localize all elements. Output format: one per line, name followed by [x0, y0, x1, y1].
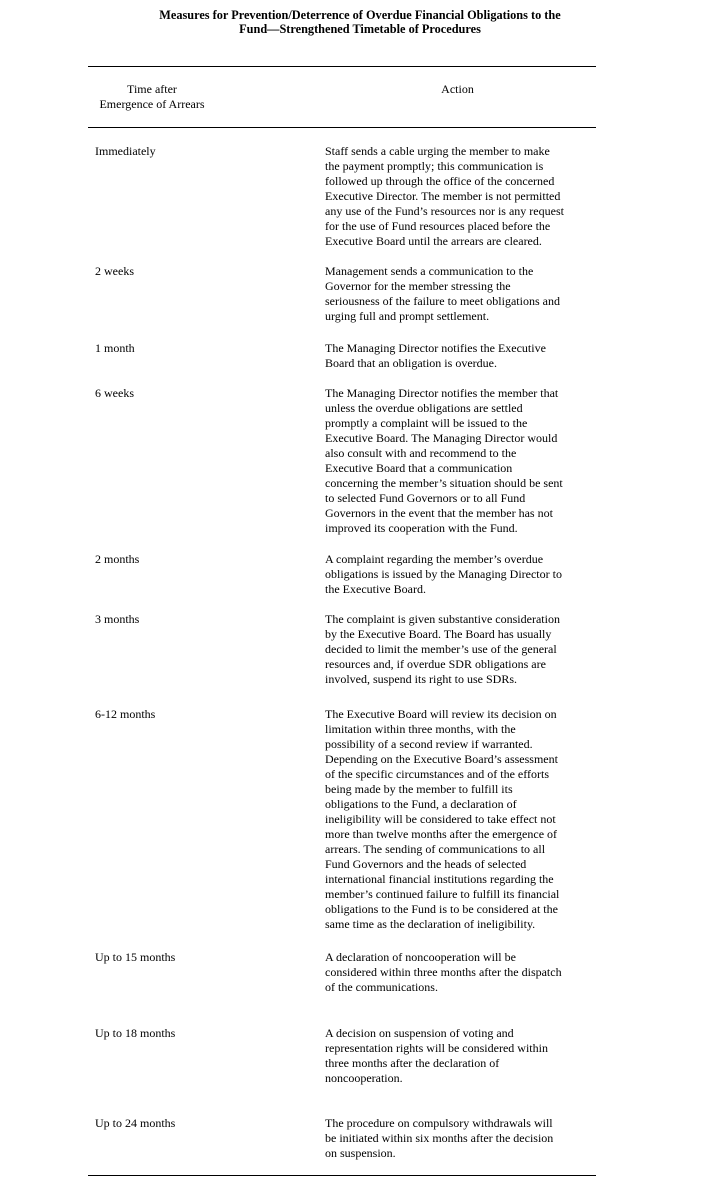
- row-action-line: Management sends a communication to the: [325, 264, 534, 278]
- row-time: 2 months: [95, 552, 140, 566]
- row-action: [325, 264, 595, 324]
- row-action-line: the Executive Board.: [325, 582, 426, 596]
- row-time: 6-12 months: [95, 707, 156, 721]
- row-action-line: The procedure on compulsory withdrawals will: [325, 1116, 553, 1130]
- table-title-line-1: Measures for Prevention/Deterrence of Overdue Financial Obligations to the: [159, 8, 561, 22]
- row-action-line: A declaration of noncooperation will be: [325, 950, 516, 964]
- table-title-line-2: Fund—Strengthened Timetable of Procedures: [239, 22, 481, 36]
- row-action-line: same time as the declaration of ineligibility.: [325, 917, 536, 931]
- row-action-line: to selected Fund Governors or to all Fund: [325, 491, 526, 505]
- row-action-line: Staff sends a cable urging the member to make: [325, 144, 550, 158]
- row-action-line: limitation within three months, with the: [325, 722, 516, 736]
- row-action-line: arrears. The sending of communications to all: [325, 842, 546, 856]
- row-action-line: three months after the declaration of: [325, 1056, 500, 1070]
- table-title: [60, 8, 660, 36]
- column-header-time: [92, 82, 212, 112]
- row-action-line: of the specific circumstances and of the efforts: [325, 767, 550, 781]
- row-time: Immediately: [95, 144, 156, 158]
- row-action-line: of the communications.: [325, 980, 438, 994]
- row-action-line: Executive Board until the arrears are cleared.: [325, 234, 542, 248]
- row-action-line: obligations to the Fund is to be considered at the: [325, 902, 558, 916]
- row-action-line: by the Executive Board. The Board has usually: [325, 627, 552, 641]
- row-time: Up to 24 months: [95, 1116, 176, 1130]
- row-action-line: on suspension.: [325, 1146, 396, 1160]
- row-action-line: Depending on the Executive Board’s assessment: [325, 752, 558, 766]
- row-action-line: obligations to the Fund, a declaration of: [325, 797, 517, 811]
- row-time: Up to 18 months: [95, 1026, 176, 1040]
- row-action-line: The Managing Director notifies the Executive: [325, 341, 546, 355]
- row-action-line: representation rights will be considered within: [325, 1041, 548, 1055]
- row-action-line: decided to limit the member’s use of the general: [325, 642, 557, 656]
- row-action-line: possibility of a second review if warranted.: [325, 737, 533, 751]
- row-time: 1 month: [95, 341, 135, 355]
- row-action-line: followed up through the office of the concerned: [325, 174, 555, 188]
- row-action-line: A complaint regarding the member’s overdue: [325, 552, 544, 566]
- column-header-time-line-1: Time after: [127, 82, 177, 96]
- row-action: [325, 950, 595, 995]
- row-action-line: promptly a complaint will be issued to the: [325, 416, 528, 430]
- row-action: [325, 612, 595, 687]
- row-action: [325, 552, 595, 597]
- row-action-line: The Managing Director notifies the member that: [325, 386, 559, 400]
- row-action-line: unless the overdue obligations are settled: [325, 401, 523, 415]
- row-action: [325, 386, 595, 536]
- row-action-line: being made by the member to fulfill its: [325, 782, 513, 796]
- header-rule: [88, 127, 596, 128]
- row-action-line: noncooperation.: [325, 1071, 403, 1085]
- row-action-line: The Executive Board will review its decision on: [325, 707, 557, 721]
- row-action-line: The complaint is given substantive consideration: [325, 612, 560, 626]
- row-action-line: obligations is issued by the Managing Director to: [325, 567, 562, 581]
- row-action-line: the payment promptly; this communication is: [325, 159, 544, 173]
- row-action-line: be initiated within six months after the decision: [325, 1131, 554, 1145]
- row-action-line: international financial institutions regarding the: [325, 872, 554, 886]
- row-action-line: ineligibility will be considered to take effect not: [325, 812, 556, 826]
- row-action-line: Executive Board that a communication: [325, 461, 513, 475]
- row-action-line: Fund Governors and the heads of selected: [325, 857, 527, 871]
- row-action-line: Governors in the event that the member has not: [325, 506, 553, 520]
- row-action-line: urging full and prompt settlement.: [325, 309, 490, 323]
- row-action-line: considered within three months after the dispatch: [325, 965, 562, 979]
- column-header-action: Action: [441, 82, 474, 96]
- row-action: [325, 707, 595, 932]
- column-header-time-line-2: Emergence of Arrears: [99, 97, 205, 111]
- row-action-line: for the use of Fund resources placed before the: [325, 219, 551, 233]
- row-action-line: involved, suspend its right to use SDRs.: [325, 672, 518, 686]
- row-action-line: improved its cooperation with the Fund.: [325, 521, 518, 535]
- row-action-line: also consult with and recommend to the: [325, 446, 517, 460]
- row-action-line: Governor for the member stressing the: [325, 279, 511, 293]
- row-action: [325, 1116, 595, 1161]
- row-time: Up to 15 months: [95, 950, 176, 964]
- row-action: [325, 144, 595, 249]
- row-action: [325, 1026, 595, 1086]
- row-action-line: A decision on suspension of voting and: [325, 1026, 514, 1040]
- row-action-line: more than twelve months after the emergence of: [325, 827, 558, 841]
- row-action: [325, 341, 595, 371]
- row-action-line: resources and, if overdue SDR obligations are: [325, 657, 546, 671]
- row-action-line: Board that an obligation is overdue.: [325, 356, 497, 370]
- row-action-line: any use of the Fund’s resources nor is any request: [325, 204, 564, 218]
- row-action-line: seriousness of the failure to meet obligations and: [325, 294, 560, 308]
- row-action-line: concerning the member’s situation should be sent: [325, 476, 563, 490]
- row-action-line: Executive Board. The Managing Director would: [325, 431, 558, 445]
- bottom-rule: [88, 1175, 596, 1176]
- row-time: 2 weeks: [95, 264, 134, 278]
- row-action-line: member’s continued failure to fulfill its financial: [325, 887, 560, 901]
- row-time: 3 months: [95, 612, 140, 626]
- row-action-line: Executive Director. The member is not permitted: [325, 189, 561, 203]
- top-rule: [88, 66, 596, 67]
- row-time: 6 weeks: [95, 386, 134, 400]
